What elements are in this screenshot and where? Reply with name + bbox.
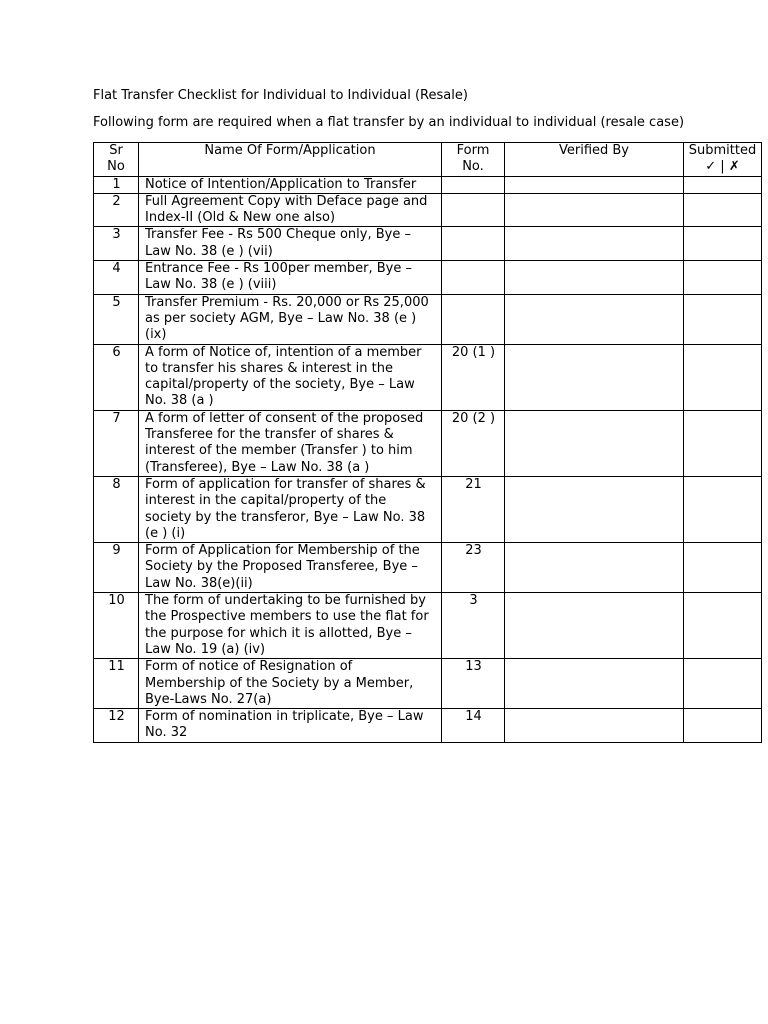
sr-no-cell: 2 bbox=[94, 193, 139, 227]
header-sr-no bbox=[94, 143, 139, 177]
submitted-cell bbox=[684, 410, 762, 476]
sr-no-cell: 11 bbox=[94, 659, 139, 709]
table-row bbox=[94, 344, 762, 410]
sr-no-cell: 8 bbox=[94, 476, 139, 542]
form-no-cell: 3 bbox=[442, 593, 505, 659]
form-name-cell: Transfer Premium - Rs. 20,000 or Rs 25,000 as per society AGM, Bye – Law No. 38 (e ) (ix) bbox=[139, 294, 442, 344]
header-sr-line2: No bbox=[107, 159, 125, 175]
verified-by-cell bbox=[505, 659, 684, 709]
submitted-cell bbox=[684, 294, 762, 344]
table-row bbox=[94, 659, 762, 709]
submitted-cell bbox=[684, 344, 762, 410]
sr-no-cell: 10 bbox=[94, 593, 139, 659]
form-name-cell: The form of undertaking to be furnished by the Prospective members to use the flat for the purpose for which it is allotted, Bye – Law No. 19 (a) (iv) bbox=[139, 593, 442, 659]
header-form-line1: Form bbox=[456, 143, 490, 158]
form-name-cell: Form of Application for Membership of the Society by the Proposed Transferee, Bye – Law No. 38(e)(ii) bbox=[139, 543, 442, 593]
submitted-cell bbox=[684, 709, 762, 743]
document-subtitle: Following form are required when a flat transfer by an individual to individual (resale case) bbox=[93, 115, 685, 130]
header-name-of-form bbox=[139, 143, 442, 177]
table-row bbox=[94, 294, 762, 344]
verified-by-cell bbox=[505, 410, 684, 476]
submitted-cell bbox=[684, 261, 762, 295]
form-no-cell bbox=[442, 261, 505, 295]
form-name-cell: A form of Notice of, intention of a member to transfer his shares & interest in the capital/property of the society, Bye – Law No. 38 (a ) bbox=[139, 344, 442, 410]
submitted-cell bbox=[684, 227, 762, 261]
form-name-cell: Form of application for transfer of shares & interest in the capital/property of the society by the transferor, Bye – Law No. 38 (e ) (i) bbox=[139, 476, 442, 542]
sr-no-cell: 9 bbox=[94, 543, 139, 593]
form-no-cell: 20 (2 ) bbox=[442, 410, 505, 476]
form-no-cell: 13 bbox=[442, 659, 505, 709]
form-no-cell bbox=[442, 176, 505, 193]
checklist-table bbox=[93, 142, 762, 743]
submitted-cell bbox=[684, 176, 762, 193]
verified-by-cell bbox=[505, 543, 684, 593]
header-submitted-line1: Submitted bbox=[688, 143, 757, 158]
form-no-cell: 20 (1 ) bbox=[442, 344, 505, 410]
form-name-cell: Entrance Fee - Rs 100per member, Bye – Law No. 38 (e ) (viii) bbox=[139, 261, 442, 295]
form-name-cell: Notice of Intention/Application to Transfer bbox=[139, 176, 442, 193]
sr-no-cell: 3 bbox=[94, 227, 139, 261]
sr-no-cell: 6 bbox=[94, 344, 139, 410]
header-verified-label: Verified By bbox=[558, 143, 630, 158]
form-no-cell bbox=[442, 294, 505, 344]
form-name-cell: Transfer Fee - Rs 500 Cheque only, Bye – Law No. 38 (e ) (vii) bbox=[139, 227, 442, 261]
sr-no-cell: 12 bbox=[94, 709, 139, 743]
header-submitted-checkmarks: ✓ | ✗ bbox=[705, 159, 740, 175]
verified-by-cell bbox=[505, 709, 684, 743]
form-name-cell: Form of nomination in triplicate, Bye – Law No. 32 bbox=[139, 709, 442, 743]
table-row bbox=[94, 261, 762, 295]
form-no-cell bbox=[442, 193, 505, 227]
table-row bbox=[94, 476, 762, 542]
header-name-label: Name Of Form/Application bbox=[204, 143, 376, 158]
header-form-line2: No. bbox=[462, 159, 484, 175]
verified-by-cell bbox=[505, 261, 684, 295]
sr-no-cell: 5 bbox=[94, 294, 139, 344]
table-row bbox=[94, 410, 762, 476]
sr-no-cell: 4 bbox=[94, 261, 139, 295]
verified-by-cell bbox=[505, 294, 684, 344]
form-no-cell: 23 bbox=[442, 543, 505, 593]
form-no-cell bbox=[442, 227, 505, 261]
submitted-cell bbox=[684, 543, 762, 593]
table-row bbox=[94, 227, 762, 261]
header-form-no bbox=[442, 143, 505, 177]
sr-no-cell: 1 bbox=[94, 176, 139, 193]
verified-by-cell bbox=[505, 193, 684, 227]
form-name-cell: Form of notice of Resignation of Membership of the Society by a Member, Bye-Laws No. 27(a) bbox=[139, 659, 442, 709]
table-row bbox=[94, 543, 762, 593]
header-submitted bbox=[684, 143, 762, 177]
form-no-cell: 21 bbox=[442, 476, 505, 542]
submitted-cell bbox=[684, 476, 762, 542]
table-row bbox=[94, 593, 762, 659]
header-verified-by bbox=[505, 143, 684, 177]
verified-by-cell bbox=[505, 227, 684, 261]
submitted-cell bbox=[684, 659, 762, 709]
table-row bbox=[94, 176, 762, 193]
form-name-cell: A form of letter of consent of the proposed Transferee for the transfer of shares & interest of the member (Transfer ) to him (Transferee), Bye – Law No. 38 (a ) bbox=[139, 410, 442, 476]
form-name-cell: Full Agreement Copy with Deface page and Index-II (Old & New one also) bbox=[139, 193, 442, 227]
table-row bbox=[94, 709, 762, 743]
verified-by-cell bbox=[505, 344, 684, 410]
header-sr-line1: Sr bbox=[109, 143, 123, 158]
document-title: Flat Transfer Checklist for Individual to Individual (Resale) bbox=[93, 88, 468, 103]
submitted-cell bbox=[684, 193, 762, 227]
verified-by-cell bbox=[505, 593, 684, 659]
table-header-row bbox=[94, 143, 762, 177]
checklist-body bbox=[94, 176, 762, 742]
sr-no-cell: 7 bbox=[94, 410, 139, 476]
table-row bbox=[94, 193, 762, 227]
submitted-cell bbox=[684, 593, 762, 659]
form-no-cell: 14 bbox=[442, 709, 505, 743]
verified-by-cell bbox=[505, 176, 684, 193]
verified-by-cell bbox=[505, 476, 684, 542]
